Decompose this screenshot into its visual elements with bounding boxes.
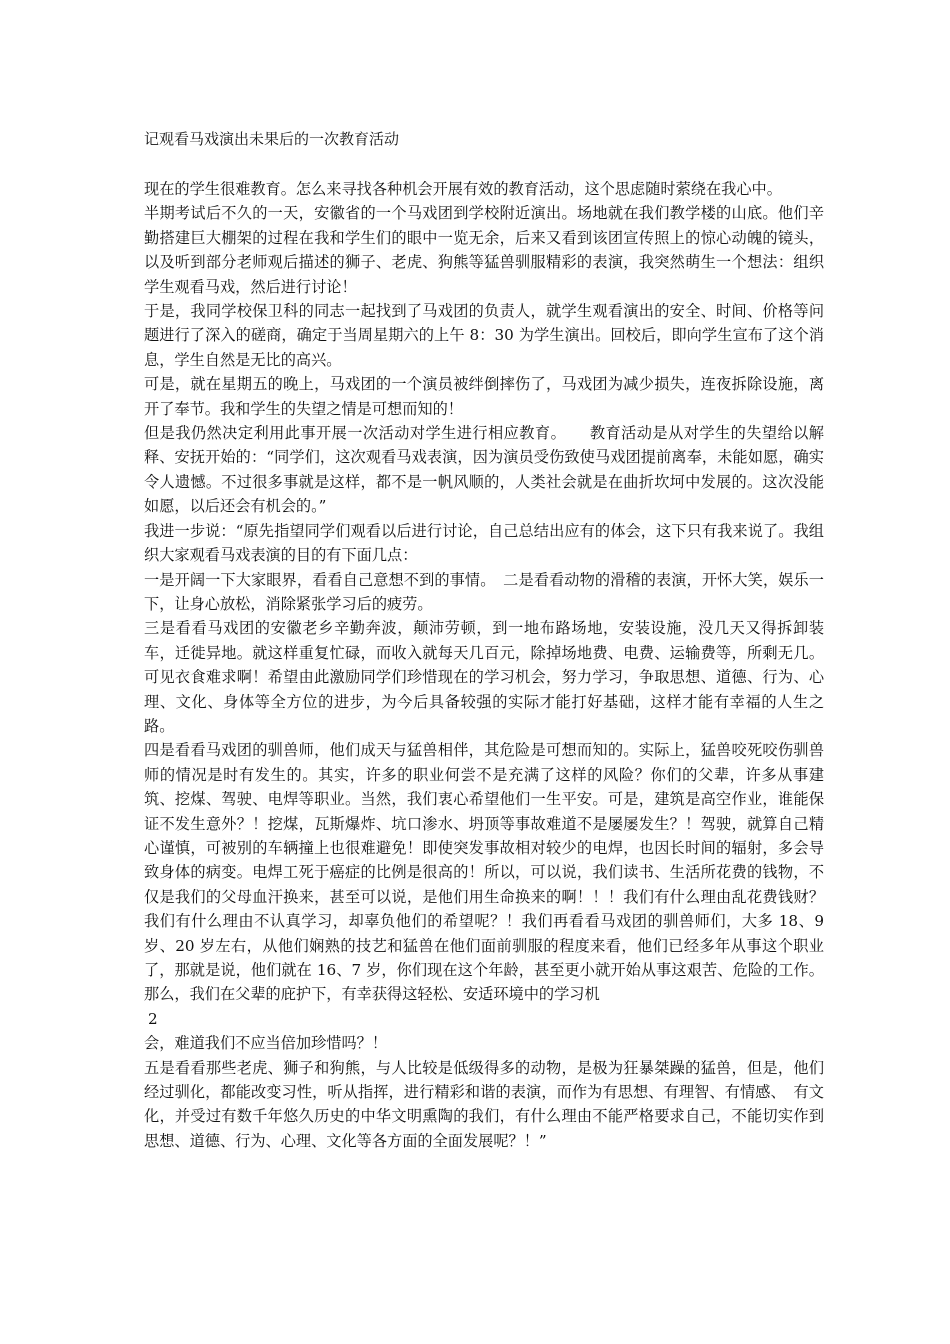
paragraph-3: 于是，我同学校保卫科的同志一起找到了马戏团的负责人，就学生观看演出的安全、时间、价格等问题进行了深入的磋商，确定于当周星期六的上午 8：30 为学生演出。回校后，即向学生宣布了这个消息，学生自然是无比的高兴。 <box>144 302 824 369</box>
paragraph-11: 五是看看那些老虎、狮子和狗熊，与人比较是低级得多的动物，是极为狂暴桀躁的猛兽，但是，他们经过驯化，都能改变习性，听从指挥，进行精彩和谐的表演，而作为有思想、有理智、有情感、 有文化，并受过有数千年悠久历史的中华文明熏陶的我们，有什么理由不能严格要求自己，不能切实作到思想、道德、行为、心理、文化等各方面的全面发展呢？！” <box>144 1058 824 1150</box>
paragraph-9: 四是看看马戏团的驯兽师，他们成天与猛兽相伴，其危险是可想而知的。实际上，猛兽咬死咬伤驯兽师的情况是时有发生的。其实，许多的职业何尝不是充满了这样的风险？你们的父辈，许多从事建筑、挖煤、驾驶、电焊等职业。当然，我们衷心希望他们一生平安。可是，建筑是高空作业，谁能保证不发生意外？！挖煤，瓦斯爆炸、坑口渗水、坍顶等事故难道不是屡屡发生？！驾驶，就算自己精心谨慎，可被别的车辆撞上也很难避免！即使突发事故相对较少的电焊，也因长时间的辐射，多会导致身体的病变。电焊工死于癌症的比例是很高的！所以，可以说，我们读书、生活所花费的钱物，不仅是我们的父母血汗换来，甚至可以说，是他们用生命换来的啊！！！我们有什么理由乱花费钱财？我们有什么理由不认真学习，却辜负他们的希望呢？！我们再看看马戏团的驯兽师们，大多 18、9 岁、20 岁左右，从他们娴熟的技艺和猛兽在他们面前驯服的程度来看，他们已经多年从事这个职业了，那就是说，他们就在 16、7 岁，你们现在这个年龄，甚至更小就开始从事这艰苦、危险的工作。那么，我们在父辈的庇护下，有幸获得这轻松、安适环境中的学习机 <box>144 741 824 1004</box>
paragraph-4: 可是，就在星期五的晚上，马戏团的一个演员被绊倒摔伤了，马戏团为减少损失，连夜拆除设施，离开了奉节。我和学生的失望之情是可想而知的！ <box>144 375 824 418</box>
paragraph-7: 一是开阔一下大家眼界，看看自己意想不到的事情。 二是看看动物的滑稽的表演，开怀大笑，娱乐一下，让身心放松，消除紧张学习后的疲劳。 <box>144 570 824 613</box>
paragraph-1: 现在的学生很难教育。怎么来寻找各种机会开展有效的教育活动，这个思虑随时萦绕在我心中。 <box>144 180 782 198</box>
document-title: 记观看马戏演出未果后的一次教育活动 <box>144 130 400 148</box>
page-number: 2 <box>148 1009 158 1028</box>
document-body <box>144 177 824 1153</box>
paragraph-6: 我进一步说：“原先指望同学们观看以后进行讨论，自己总结出应有的体会，这下只有我来说了。我组织大家观看马戏表演的目的有下面几点： <box>144 521 824 565</box>
paragraph-8: 三是看看马戏团的安徽老乡辛勤奔波，颠沛劳顿，到一地布路场地，安装设施，没几天又得拆卸装车，迁徙异地。就这样重复忙碌，而收入就每天几百元，除掉场地费、电费、运输费等，所剩无几。可见衣食难求啊！希望由此激励同学们珍惜现在的学习机会，努力学习，争取思想、道德、行为、心理、文化、身体等全方位的进步，为今后具备较强的实际才能打好基础，这样才能有幸福的人生之路。 <box>144 619 824 735</box>
paragraph-5: 但是我仍然决定利用此事开展一次活动对学生进行相应教育。 教育活动是从对学生的失望给以解释、安抚开始的：“同学们，这次观看马戏表演，因为演员受伤致使马戏团提前离奉，未能如愿，确实令人遗憾。不过很多事就是这样，都不是一帆风顺的，人类社会就是在曲折坎坷中发展的。这次没能如愿，以后还会有机会的。” <box>144 424 824 516</box>
paragraph-2: 半期考试后不久的一天，安徽省的一个马戏团到学校附近演出。场地就在我们教学楼的山底。他们辛勤搭建巨大棚架的过程在我和学生们的眼中一览无余，后来又看到该团宣传照上的惊心动魄的镜头，以及听到部分老师观后描述的狮子、老虎、狗熊等猛兽驯服精彩的表演，我突然萌生一个想法：组织学生观看马戏，然后进行讨论！ <box>144 204 824 296</box>
paragraph-10: 会，难道我们不应当倍加珍惜吗？！ <box>144 1034 387 1053</box>
